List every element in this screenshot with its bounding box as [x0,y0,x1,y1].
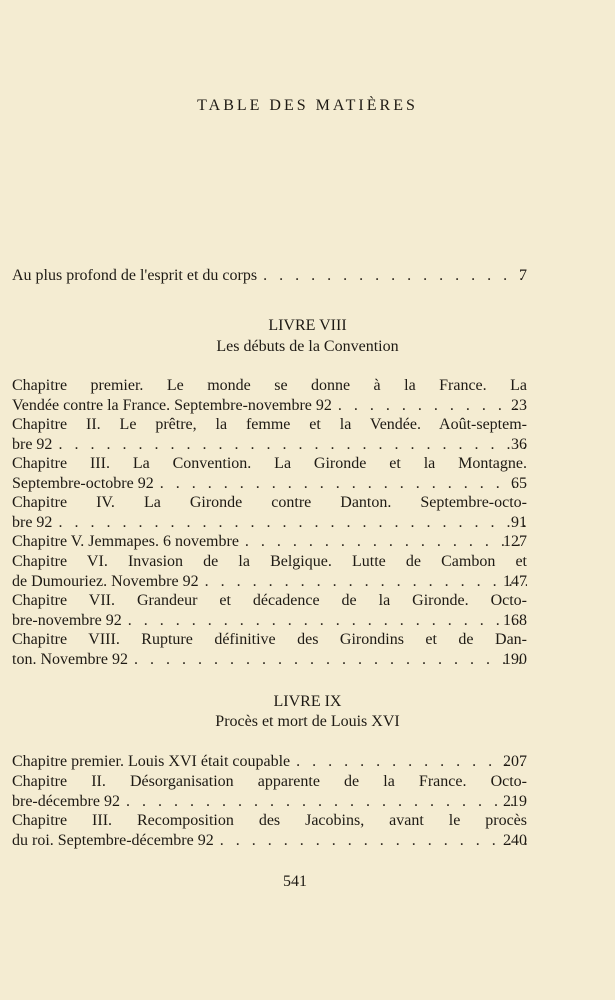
entry-page: 127 [503,533,527,550]
toc-entry [12,532,527,552]
leader-dots [239,532,527,552]
entry-page: 7 [519,267,527,284]
entry-page: 91 [511,514,527,531]
entry-text: du roi. Septembre-décembre 92 [12,832,214,849]
leader-dots [154,474,527,494]
leader-dots [128,650,527,670]
livre-8-label: LIVRE VIII [268,317,347,334]
leader-dots [199,572,527,592]
entry-text: Chapitre premier. Le monde se donne à la France. La [12,377,527,394]
entry-page: 190 [503,651,527,668]
toc-entry [12,772,527,812]
entry-page: 147 [503,573,527,590]
toc-entry [12,630,527,670]
entry-text: Chapitre III. La Convention. La Gironde et la Montagne. [12,455,527,472]
page-number: 541 [283,873,307,890]
leader-dots [122,611,527,631]
entry-text: Au plus profond de l'esprit et du corps [12,267,258,284]
entry-text: Chapitre premier. Louis XVI était coupable [12,753,291,770]
toc-entry [12,493,527,533]
entry-text: Chapitre V. Jemmapes. 6 novembre [12,533,239,550]
entry-text: Chapitre VI. Invasion de la Belgique. Lutte de Cambon et [12,553,527,570]
entry-page: 168 [503,612,527,629]
leader-dots [214,831,527,851]
entry-page: 240 [503,832,527,849]
livre-9-label: LIVRE IX [273,693,342,710]
toc-entry [12,552,527,592]
entry-page: 207 [503,753,527,770]
entry-text: Chapitre VII. Grandeur et décadence de la Gironde. Octo- [12,592,527,609]
entry-page: 36 [511,436,527,453]
toc-entry [12,752,527,772]
entry-text: Vendée contre la France. Septembre-novembre 92 [12,397,332,414]
toc-entry [12,415,527,455]
entry-page: 219 [503,793,527,810]
entry-text: ton. Novembre 92 [12,651,128,668]
page-title: TABLE DES MATIÈRES [197,97,418,114]
entry-text: bre-novembre 92 [12,612,122,629]
toc-entry [12,376,527,416]
leader-dots [52,435,527,455]
toc-entry-intro [12,266,527,286]
livre-9-subtitle: Procès et mort de Louis XVI [215,713,400,730]
livre-8-subtitle: Les débuts de la Convention [216,338,399,355]
entry-text: Chapitre VIII. Rupture définitive des Girondins et de Dan- [12,631,527,648]
toc-entry [12,811,527,851]
entry-text: Chapitre IV. La Gironde contre Danton. Septembre-octo- [12,494,527,511]
entry-text: bre 92 [12,514,53,531]
entry-text: bre-décembre 92 [12,793,120,810]
entry-page: 65 [511,475,527,492]
entry-page: 23 [511,397,527,414]
leader-dots [120,792,527,812]
entry-text: Chapitre II. Le prêtre, la femme et la Vendée. Août-septem- [12,416,527,433]
entry-text: Chapitre III. Recomposition des Jacobins, avant le procès [12,812,527,829]
toc-entry [12,591,527,631]
entry-text: Chapitre II. Désorganisation apparente de la France. Octo- [12,773,527,790]
toc-entry [12,454,527,494]
entry-text: de Dumouriez. Novembre 92 [12,573,199,590]
entry-text: bre 92 [12,436,53,453]
entry-text: Septembre-octobre 92 [12,475,154,492]
leader-dots [257,266,527,286]
leader-dots [52,513,527,533]
